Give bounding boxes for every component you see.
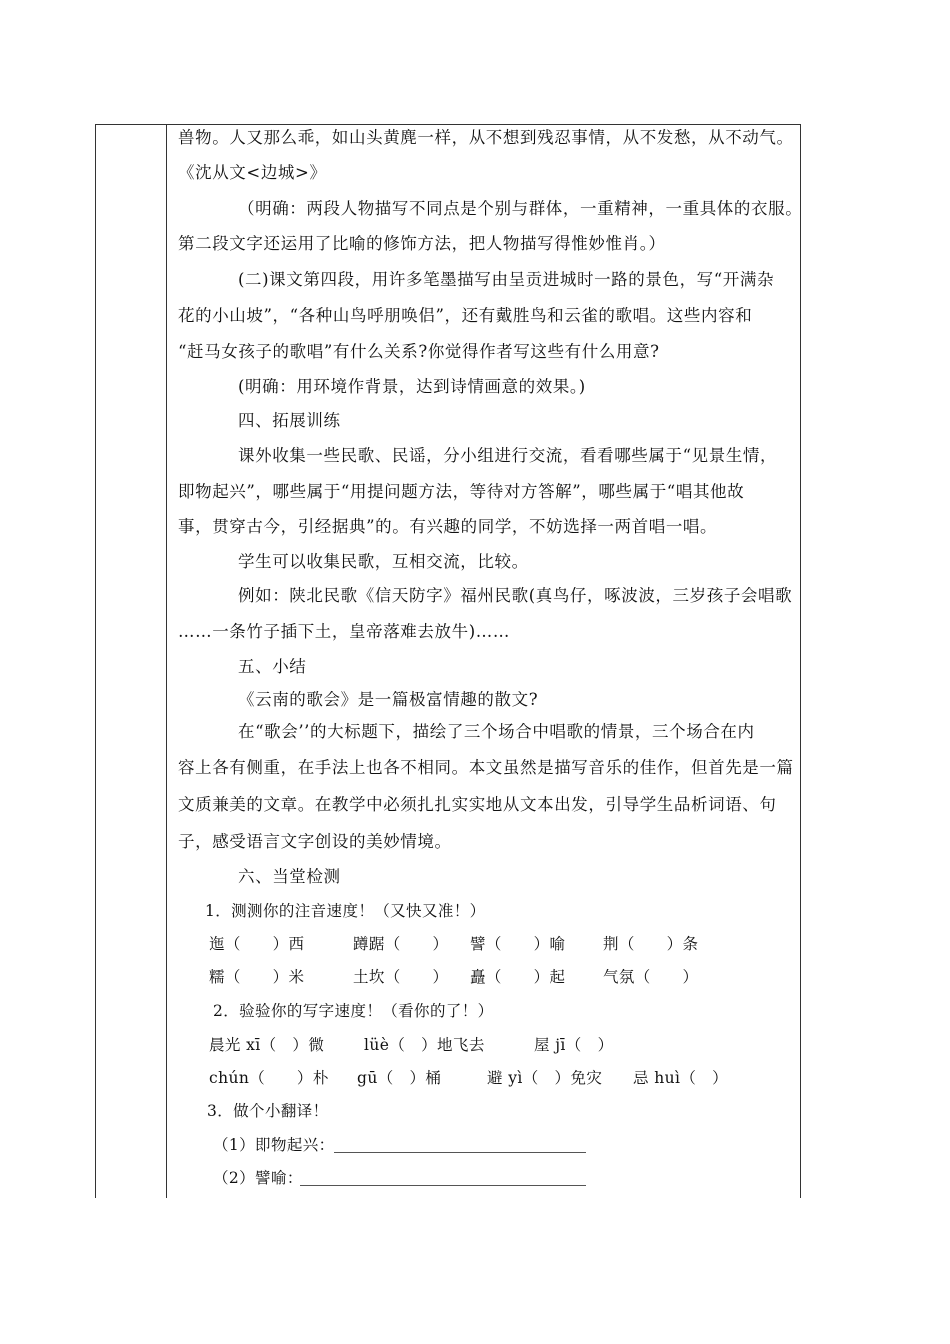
answer-blank-line[interactable] [334, 1152, 586, 1153]
question-title: 1．测测你的注音速度！（又快又准！） [205, 902, 486, 920]
paragraph-line: 例如：陕北民歌《信天防字》福州民歌(真鸟仔，啄波波，三岁孩子会唱歌 [238, 586, 793, 605]
paragraph-line: 学生可以收集民歌，互相交流，比较。 [238, 552, 529, 571]
table-left-border [95, 124, 96, 1198]
question-title: 2．验验你的写字速度！（看你的了！） [213, 1002, 494, 1020]
paragraph-line: 子，感受语言文字创设的美妙情境。 [178, 832, 452, 851]
q2-item: chún（ ）朴 [209, 1069, 329, 1087]
q1-item: 气氛（ ） [603, 968, 699, 986]
q1-item: 荆（ ）条 [603, 935, 699, 953]
paragraph-line: (明确：用环境作背景，达到诗情画意的效果。) [238, 377, 586, 396]
q1-item: 糯（ ）米 [209, 968, 305, 986]
section-heading: 六、当堂检测 [238, 867, 341, 886]
question-title: 3．做个小翻译！ [207, 1102, 329, 1120]
section-heading: 五、小结 [238, 657, 307, 676]
citation-line: 《沈从文<边城>》 [178, 163, 327, 182]
q1-item: 矗（ ）起 [470, 968, 566, 986]
paragraph-line: ……一条竹子插下土，皇帝落难去放牛)…… [178, 622, 510, 641]
paragraph-line: 课外收集一些民歌、民谣，分小组进行交流，看看哪些属于“见景生情， [238, 446, 778, 465]
paragraph-line: （明确：两段人物描写不同点是个别与群体，一重精神，一重具体的衣服。 [238, 199, 803, 218]
paragraph-line: (二)课文第四段，用许多笔墨描写由呈贡进城时一路的景色，写“开满杂 [238, 270, 775, 289]
q2-item: lüè（ ）地飞去 [364, 1036, 485, 1054]
table-top-border [95, 124, 801, 125]
q2-item: 晨光 xī（ ）微 [209, 1036, 325, 1054]
section-heading: 四、拓展训练 [238, 411, 341, 430]
q1-item: 蹲踞（ ） [353, 935, 449, 953]
paragraph-line: 容上各有侧重，在手法上也各不相同。本文虽然是描写音乐的佳作，但首先是一篇 [178, 758, 794, 777]
paragraph-line: 文质兼美的文章。在教学中必须扎扎实实地从文本出发，引导学生品析词语、句 [178, 795, 777, 814]
q1-item: 譬（ ）喻 [470, 935, 566, 953]
paragraph-line: 在“歌会’’的大标题下，描绘了三个场合中唱歌的情景，三个场合在内 [238, 722, 755, 741]
table-column-divider [166, 124, 167, 1198]
translation-item-label: （2）譬喻： [213, 1169, 303, 1187]
table-right-border [800, 124, 801, 1198]
q2-item: gū（ ）桶 [357, 1069, 442, 1087]
paragraph-line: 即物起兴”，哪些属于“用提问题方法，等待对方答解”，哪些属于“唱其他故 [178, 482, 745, 501]
q2-item: 避 yì（ ）免灾 [487, 1069, 603, 1087]
q1-item: 迤（ ）西 [209, 935, 305, 953]
paragraph-line: 花的小山坡”，“各种山鸟呼朋唤侣”，还有戴胜鸟和云雀的歌唱。这些内容和 [178, 306, 753, 325]
q2-item: 忌 huì（ ） [633, 1069, 729, 1087]
translation-item-label: （1）即物起兴： [213, 1136, 335, 1154]
paragraph-line: 第二段文字还运用了比喻的修饰方法，把人物描写得惟妙惟肖。） [178, 234, 666, 253]
q2-item: 屋 jī（ ） [534, 1036, 614, 1054]
paragraph-line: 兽物。人又那么乖，如山头黄麂一样，从不想到残忍事情，从不发愁，从不动气。 [178, 128, 794, 147]
paragraph-line: 事，贯穿古今，引经据典”的。有兴趣的同学，不妨选择一两首唱一唱。 [178, 517, 718, 536]
answer-blank-line[interactable] [300, 1185, 586, 1186]
paragraph-line: 《云南的歌会》是一篇极富情趣的散文? [238, 690, 539, 709]
paragraph-line: “赶马女孩子的歌唱”有什么关系?你觉得作者写这些有什么用意? [178, 342, 660, 361]
q1-item: 土坎（ ） [353, 968, 449, 986]
